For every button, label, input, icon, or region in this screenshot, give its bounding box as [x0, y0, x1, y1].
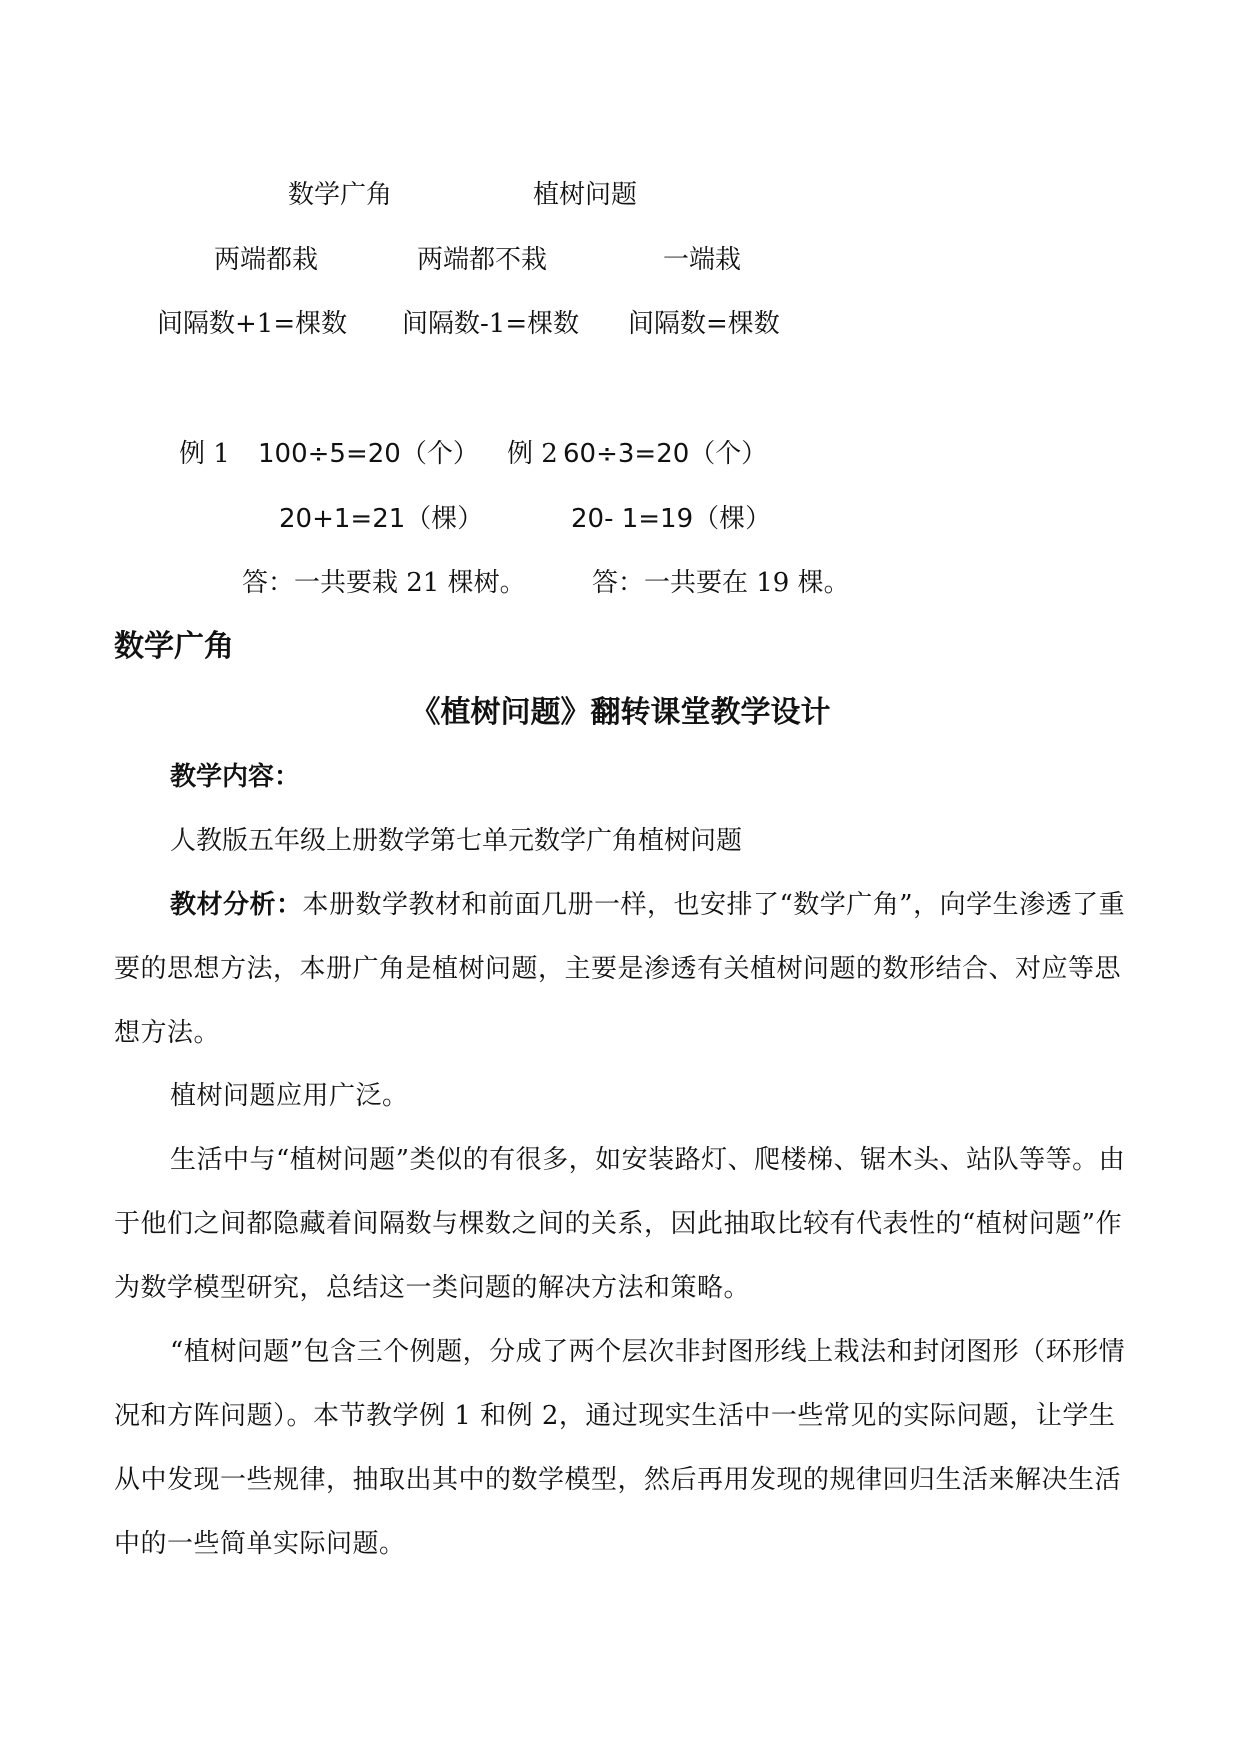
analysis-text: 本册数学教材和前面几册一样，也安排了“数学广角”，向学生渗透了重要的思想方法，本册广角是植树问题，主要是渗透有关植树问题的数形结合、对应等思想方法。: [114, 890, 1126, 1048]
case-both-ends: 两端都栽: [214, 245, 319, 275]
content-heading: 教学内容：: [170, 762, 301, 792]
paragraph-life-examples: 生活中与“植树问题”类似的有很多，如安装路灯、爬楼梯、锯木头、站队等等。由于他们之间都隐藏着间隔数与棵数之间的关系，因此抽取比较有代表性的“植树问题”作为数学模型研究，总结这一类问题的解决方法和策略。: [114, 1145, 1126, 1303]
case-no-ends: 两端都不栽: [417, 245, 548, 275]
content-text: 人教版五年级上册数学第七单元数学广角植树问题: [170, 826, 743, 856]
case-one-end: 一端栽: [663, 245, 742, 275]
example-2-step-2: 20- 1=19（棵）: [571, 504, 772, 534]
board-title-left: 数学广角: [288, 180, 393, 210]
rule-no-ends: 间隔数-1=棵数: [402, 309, 580, 339]
rule-one-end: 间隔数=棵数: [628, 309, 780, 339]
section-heading: 数学广角: [114, 629, 234, 664]
example-1-answer: 答：一共要栽 21 棵树。: [242, 568, 526, 598]
example-2-label: 例 2: [507, 439, 558, 469]
board-title-right: 植树问题: [533, 180, 638, 210]
example-2-answer: 答：一共要在 19 棵。: [592, 568, 850, 598]
paragraph-example-structure: “植树问题”包含三个例题，分成了两个层次非封图形线上栽法和封闭图形（环形情况和方阵问题）。本节教学例 1 和例 2，通过现实生活中一些常见的实际问题，让学生从中发现一些规律，抽取出其中的数学模型，然后再用发现的规律回归生活来解决生活中的一些简单实际问题。: [114, 1337, 1126, 1559]
document-title: 《植树问题》翻转课堂教学设计: [410, 695, 831, 730]
example-2-step-1: 60÷3=20（个）: [563, 439, 768, 469]
example-1-step-2: 20+1=21（棵）: [279, 504, 484, 534]
analysis-paragraph: [114, 873, 1134, 1065]
rule-both-ends: 间隔数+1=棵数: [157, 309, 348, 339]
paragraph-wide-use: 植树问题应用广泛。: [170, 1081, 409, 1111]
example-1-step-1: 100÷5=20（个）: [258, 439, 479, 469]
example-1-label: 例 1: [179, 439, 230, 469]
analysis-label: 教材分析：: [170, 890, 303, 920]
